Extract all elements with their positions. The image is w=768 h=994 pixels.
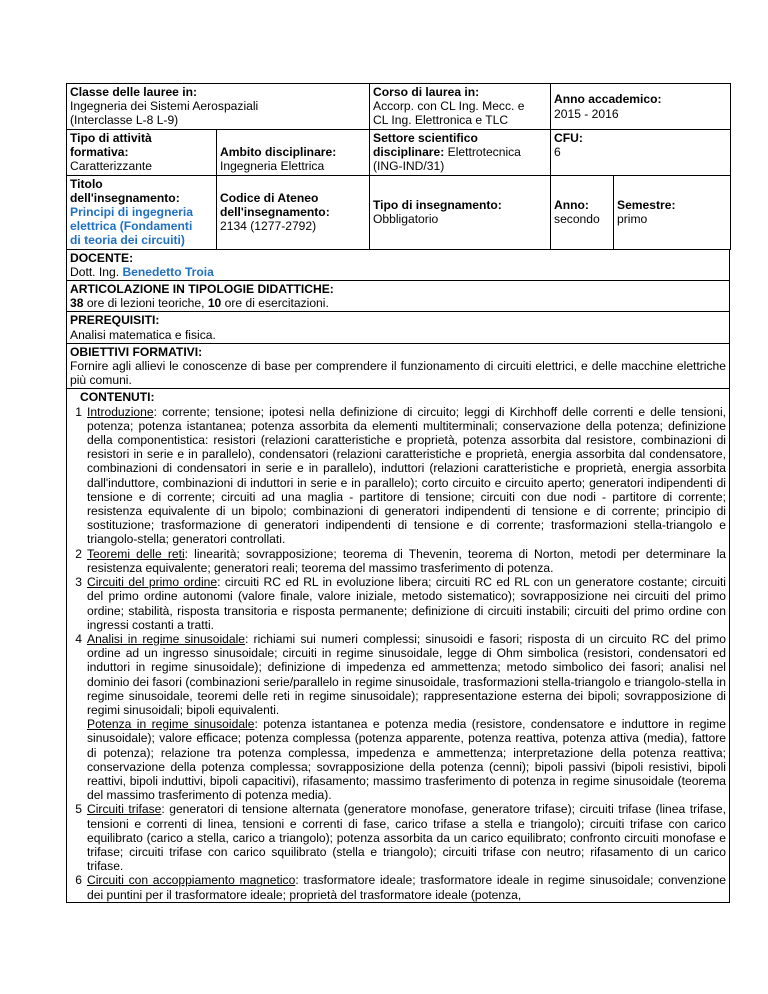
- codice-value: 2134 (1277-2792): [220, 219, 317, 234]
- titolo-cell: [67, 175, 217, 249]
- titolo-label-2: dell'insegnamento:: [70, 190, 180, 205]
- ore-esercitazioni-text: ore di esercitazioni.: [221, 296, 329, 311]
- ambito-cell: [217, 130, 370, 176]
- anno-accademico-label: Anno accademico:: [554, 92, 662, 107]
- cfu-value: 6: [554, 145, 561, 160]
- docente-prefix: Dott. Ing.: [70, 264, 120, 279]
- contenuti-label: CONTENUTI:: [80, 390, 155, 405]
- topic-item: [70, 873, 726, 901]
- corso-value-2: CL Ing. Elettronica e TLC: [373, 113, 509, 128]
- topic-title: Circuiti trifase: [87, 802, 162, 817]
- articolazione-section: [66, 281, 730, 312]
- topic-subsection: [87, 717, 726, 802]
- topic-title: Circuiti con accoppiamento magnetico: [87, 873, 296, 888]
- topic-number: 5: [75, 802, 82, 817]
- topic-number: 1: [75, 404, 82, 419]
- topic-title: Teoremi delle reti: [87, 546, 185, 561]
- semestre-label: Semestre:: [617, 197, 676, 212]
- anno-cell: [551, 175, 614, 249]
- articolazione-label: ARTICOLAZIONE IN TIPOLOGIE DIDATTICHE:: [70, 282, 334, 297]
- settore-cell: [370, 130, 551, 176]
- topic-subtitle: Potenza in regime sinusoidale: [87, 717, 255, 732]
- tipo-insegnamento-label: Tipo di insegnamento:: [373, 197, 502, 212]
- docente-section: [66, 250, 730, 281]
- settore-label-2: disciplinare:: [373, 145, 445, 160]
- tipo-attivita-label-2: formativa:: [70, 145, 129, 160]
- anno-accademico-value: 2015 - 2016: [554, 106, 619, 121]
- ore-esercitazioni: 10: [207, 296, 222, 311]
- tipo-attivita-cell: [67, 130, 217, 176]
- obiettivi-text: Fornire agli allievi le conoscenze di base per comprendere il funzionamento di circuiti elettrici, e delle macchine elettriche più comuni.: [70, 359, 726, 388]
- topic-item: [70, 405, 726, 547]
- obiettivi-section: [66, 344, 730, 390]
- contenuti-list: [70, 405, 726, 902]
- contenuti-section: [66, 389, 730, 902]
- classe-sub: (Interclasse L-8 L-9): [70, 113, 179, 128]
- codice-cell: [217, 175, 370, 249]
- settore-label-1: Settore scientifico: [373, 131, 478, 145]
- ambito-value: Ingegneria Elettrica: [220, 159, 325, 174]
- topic-text: : linearità; sovrapposizione; teorema di Thevenin, teorema di Norton, metodi per determinare la resistenza equivalente; generatori reali; teorema del massimo trasferimento di potenza.: [87, 546, 726, 575]
- prerequisiti-section: [66, 312, 730, 343]
- titolo-value-3: di teoria dei circuiti): [70, 233, 185, 248]
- topic-number: 2: [75, 546, 82, 561]
- topic-subtext: : potenza istantanea e potenza media (resistore, condensatore e induttore in regime sinusoidale); valore efficace; potenza complessa (potenza apparente, potenza reattiva, potenza attiva (media), fattore di potenza); relazione tra potenza complessa, impedenza e ammettenza; interpretazione della potenza reattiva; conservazione della potenza complessa; sovrapposizione della potenza (cenni); bipoli passivi (bipoli resistivi, bipoli reattivi, bipoli induttivi, bipoli capacitivi), rifasamento; massimo trasferimento di potenza in regime sinusoidale (teorema del massimo trasferimento di potenza media).: [87, 717, 726, 803]
- titolo-value-1: Principi di ingegneria: [70, 205, 193, 220]
- cfu-label: CFU:: [554, 131, 583, 145]
- topic-text: : richiami sui numeri complessi; sinusoidi e fasori; risposta di un circuito RC del primo ordine ad un ingresso sinusoidale; circuiti in regime sinusoidale, legge di Ohm simbolica (resistori, condensatori ed induttori in regime sinusoidale); definizione di impedenza ed ammettenza; metodo simbolico dei fasori; analisi nel dominio dei fasori (combinazioni serie/parallelo in regime sinusoidale, trasformazioni stella-triangolo e triangolo-stella in regime sinusoidale, teoremi delle reti in regime sinusoidale); rappresentazione esterna dei bipoli; sovrapposizione di regimi sinusoidali; bipoli equivalenti.: [87, 631, 726, 717]
- corso-cell: [370, 84, 551, 130]
- course-sheet: [66, 83, 730, 903]
- classe-value: Ingegneria dei Sistemi Aerospaziali: [70, 99, 259, 114]
- ore-teoriche-text: ore di lezioni teoriche,: [83, 296, 208, 311]
- topic-text: : trasformatore ideale; trasformatore ideale in regime sinusoidale; convenzione dei puntini per il trasformatore ideale; proprietà del trasformatore ideale (potenza,: [87, 873, 726, 902]
- anno-label: Anno:: [554, 197, 589, 212]
- classe-cell: [67, 84, 370, 130]
- tipo-attivita-value: Caratterizzante: [70, 159, 153, 174]
- topic-text: : generatori di tensione alternata (generatore monofase, generatore trifase); circuiti trifase (linea trifase, tensioni e correnti di linea, tensioni e correnti di fase, carico trifase a stella e triangolo); circuiti trifase con carico equilibrato (carico a stella, carico a triangolo); potenza assorbita da un carico equilibrato; confronto circuiti monofase e trifase; circuiti trifase con carico squilibrato (stella e triangolo); circuiti trifase con neutro; rifasamento di un carico trifase.: [87, 802, 726, 874]
- docente-label: DOCENTE:: [70, 250, 134, 265]
- titolo-label-1: Titolo: [70, 176, 103, 191]
- topic-number: 3: [75, 575, 82, 590]
- classe-label: Classe delle lauree in:: [70, 85, 198, 99]
- topic-text: : corrente; tensione; ipotesi nella definizione di circuito; leggi di Kirchhoff delle correnti e delle tensioni, potenza; potenza istantanea; potenza assorbita da elementi multiterminali; conservazione della potenza; definizione della componentistica: resistori (relazioni caratteristiche e proprietà, potenza assorbita dal resistore, combinazioni di resistori in serie e in parallelo), condensatori (relazioni caratteristiche e proprietà, energia assorbita dal condensatore, combinazioni di condensatori in serie e in parallelo), induttori (relazioni caratteristiche e proprietà, energia assorbita dall'induttore, combinazioni di induttori in serie e in parallelo); corto circuito e circuito aperto; generatori indipendenti di tensione e di corrente; circuiti ad una maglia - partitore di tensione; circuiti con due nodi - partitore di corrente; resistenza equivalente di un bipolo; combinazioni di generatori indipendenti di tensione e di corrente; principio di sostituzione; trasformazione di generatori indipendenti di tensione e di corrente; trasformazioni stella-triangolo e triangolo-stella; generatori controllati.: [87, 404, 726, 547]
- titolo-value-2: elettrica (Fondamenti: [70, 219, 193, 234]
- corso-label: Corso di laurea in:: [373, 85, 480, 99]
- topic-number: 4: [75, 631, 82, 646]
- tipo-insegnamento-value: Obbligatorio: [373, 212, 439, 227]
- semestre-cell: [614, 175, 731, 249]
- topic-item: [70, 547, 726, 575]
- corso-value-1: Accorp. con CL Ing. Mecc. e: [373, 99, 525, 114]
- ambito-label: Ambito disciplinare:: [220, 145, 337, 159]
- topic-number: 6: [75, 873, 82, 888]
- topic-text: : circuiti RC ed RL in evoluzione libera; circuiti RC ed RL con un generatore costante; circuiti del primo ordine autonomi (valore finale, valore iniziale, metodo sistematico); sovrapposizione nei circuiti del primo ordine; stabilità, risposta transitoria e risposta permanente; definizione di circuiti instabili; circuiti del primo ordine con ingressi costanti a tratti.: [87, 575, 726, 632]
- ore-teoriche: 38: [70, 296, 84, 311]
- topic-item: [70, 575, 726, 632]
- topic-item: [70, 802, 726, 873]
- cfu-cell: [551, 130, 731, 176]
- anno-value: secondo: [554, 212, 600, 227]
- tipo-attivita-label-1: Tipo di attività: [70, 131, 152, 145]
- settore-code: (ING-IND/31): [373, 159, 445, 174]
- codice-label-1: Codice di Ateneo: [220, 190, 319, 205]
- prerequisiti-text: Analisi matematica e fisica.: [70, 327, 216, 342]
- settore-value: Elettrotecnica: [447, 145, 521, 160]
- obiettivi-label: OBIETTIVI FORMATIVI:: [70, 344, 203, 359]
- anno-accademico-cell: [551, 84, 731, 130]
- topic-title: Analisi in regime sinusoidale: [87, 631, 246, 646]
- prerequisiti-label: PREREQUISITI:: [70, 313, 160, 328]
- codice-label-2: dell'insegnamento:: [220, 205, 330, 220]
- semestre-value: primo: [617, 212, 648, 227]
- docente-name: Benedetto Troia: [122, 264, 214, 279]
- topic-item: [70, 632, 726, 802]
- tipo-insegnamento-cell: [370, 175, 551, 249]
- header-table: [66, 83, 731, 250]
- topic-title: Circuiti del primo ordine: [87, 575, 218, 590]
- topic-title: Introduzione: [87, 404, 154, 419]
